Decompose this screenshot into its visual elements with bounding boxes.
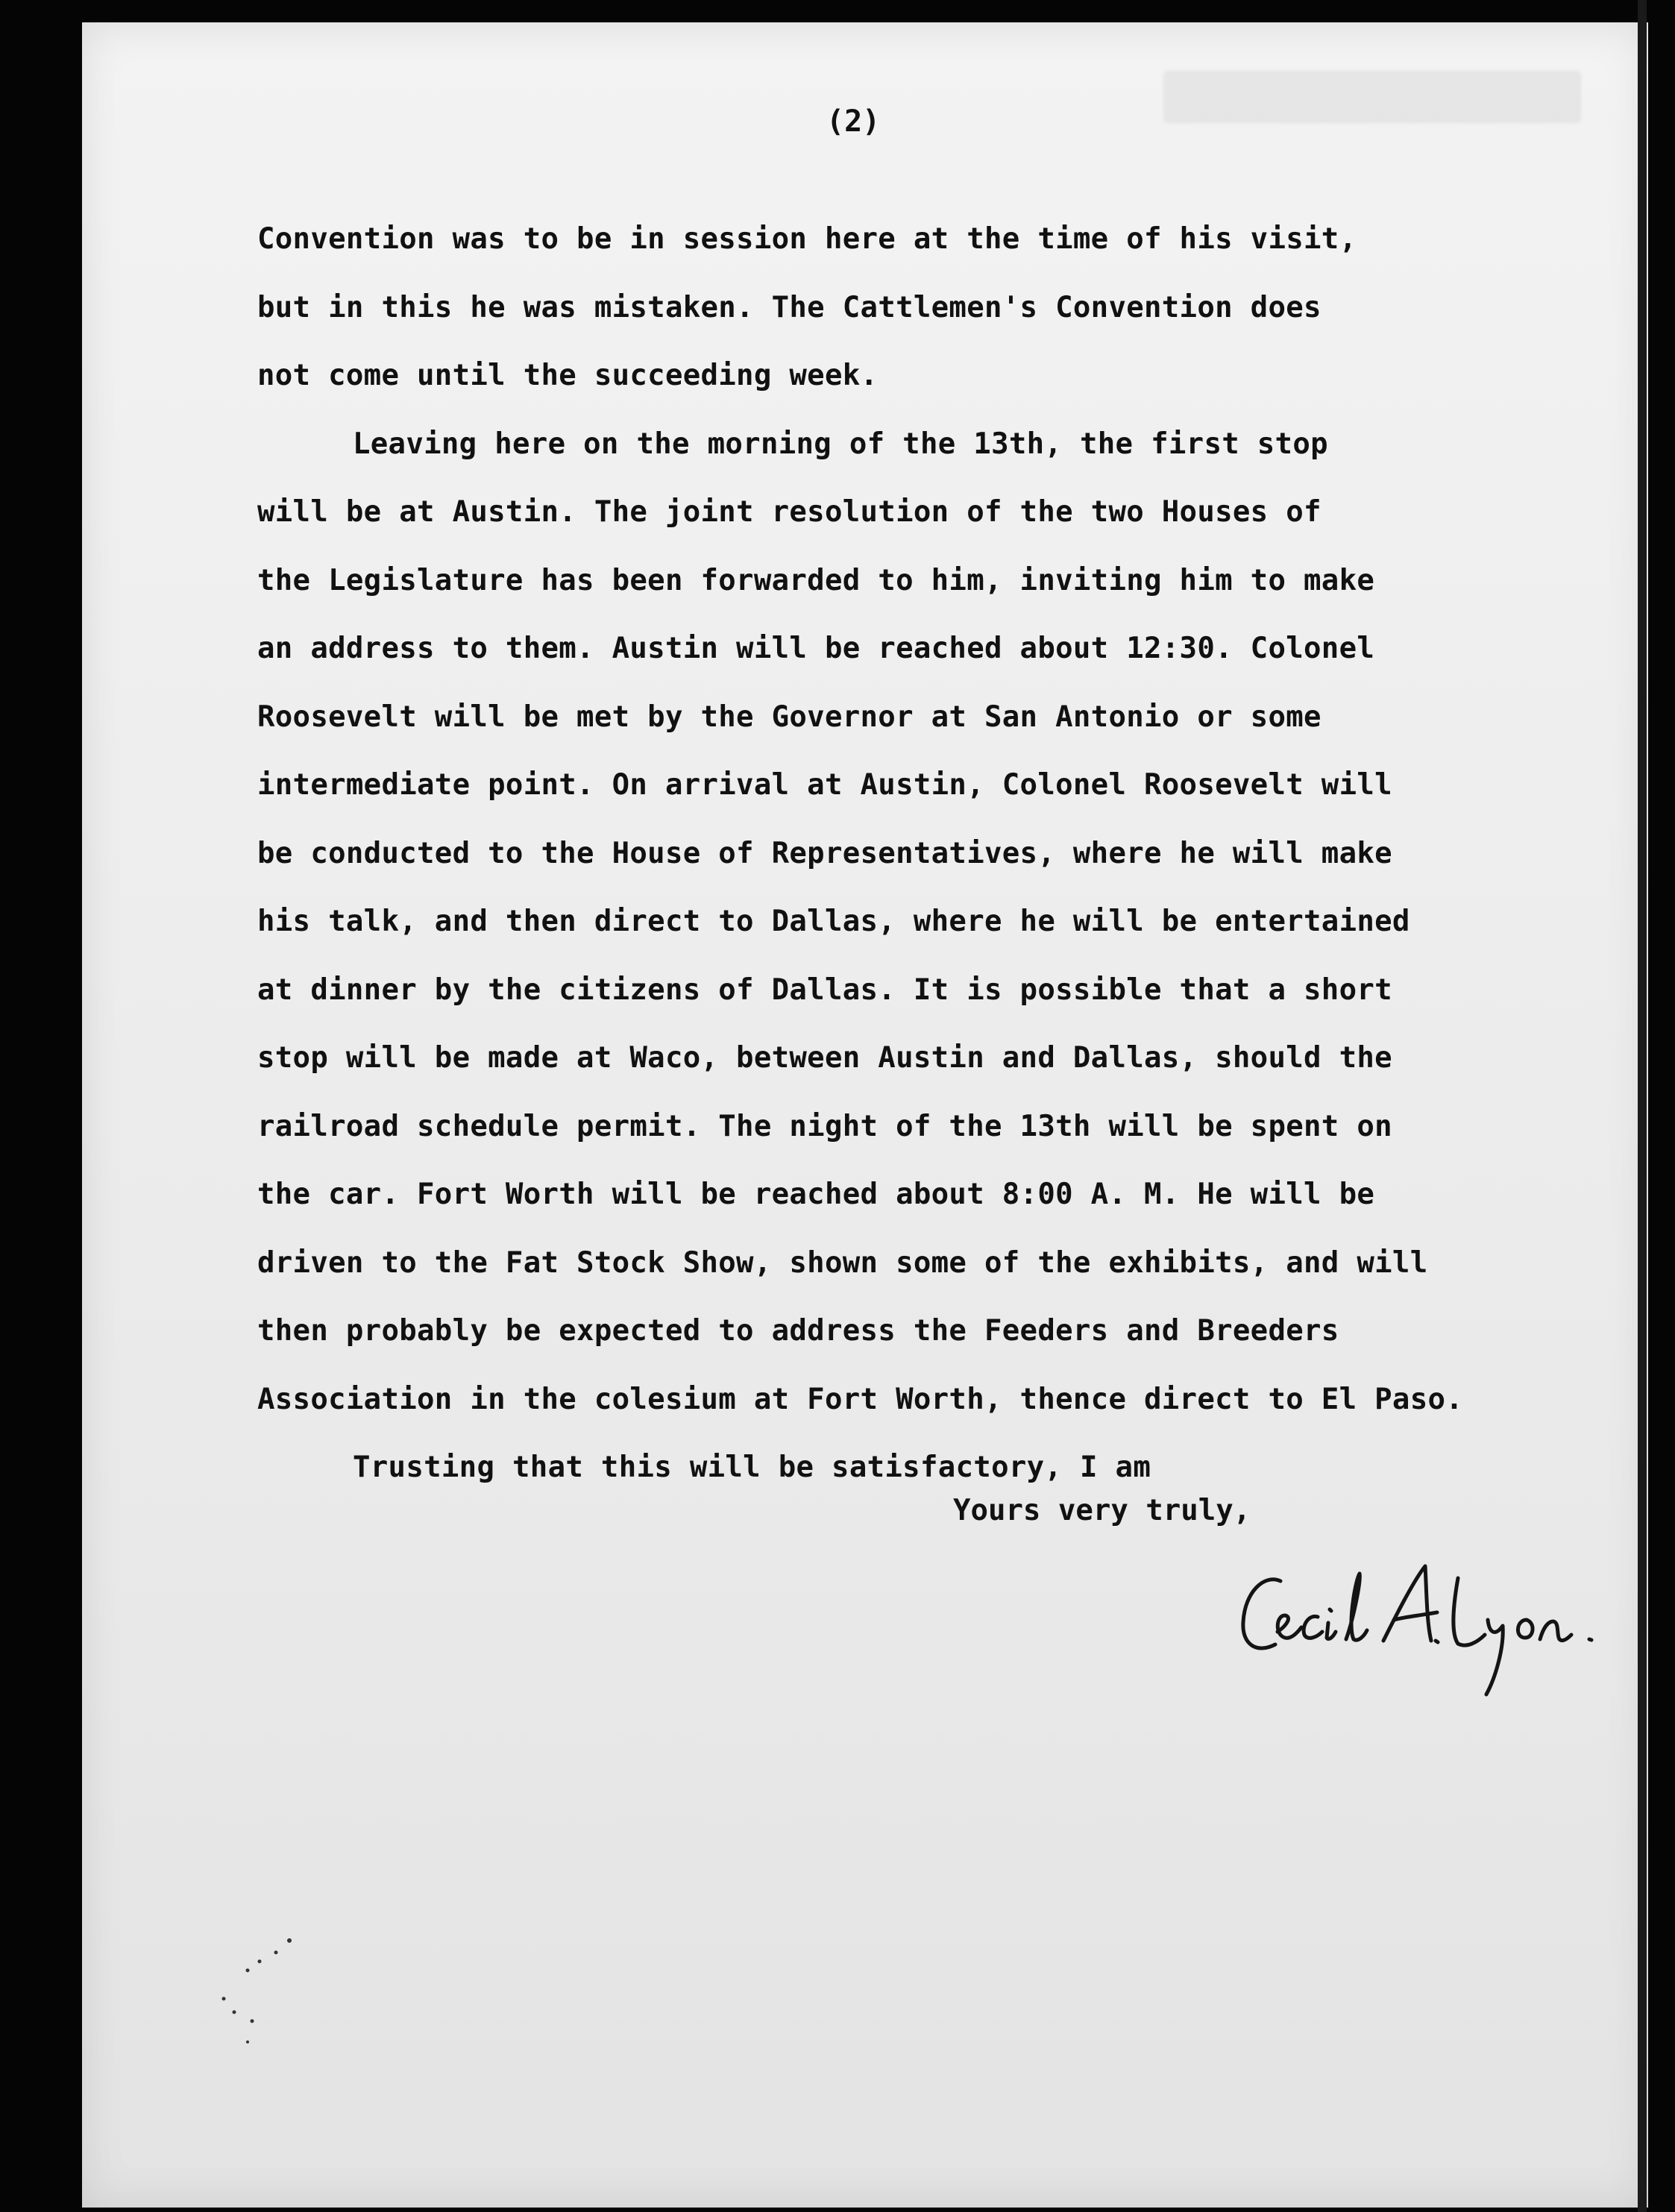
letter-line: his talk, and then direct to Dallas, where he will be entertained (257, 905, 1410, 938)
handwritten-signature (1234, 1551, 1622, 1700)
letter-line: Leaving here on the morning of the 13th, the first stop (353, 427, 1328, 461)
faded-stamp-mark (1163, 71, 1581, 123)
letter-body (257, 205, 1592, 1502)
letter-line: Trusting that this will be satisfactory, I am (353, 1451, 1151, 1484)
letter-line: at dinner by the citizens of Dallas. It is possible that a short (257, 973, 1392, 1007)
letter-line: driven to the Fat Stock Show, shown some of the exhibits, and will (257, 1245, 1428, 1280)
letter-line: intermediate point. On arrival at Austin, Colonel Roosevelt will (257, 768, 1392, 802)
letter-line: Convention was to be in session here at the time of his visit, (257, 222, 1357, 256)
letter-line: Roosevelt will be met by the Governor at San Antonio or some (257, 700, 1322, 734)
film-specks (201, 1932, 321, 2081)
letter-line: not come until the succeeding week. (257, 359, 879, 392)
letter-line: the car. Fort Worth will be reached about 8:00 A. M. He will be (257, 1178, 1375, 1211)
letter-line: will be at Austin. The joint resolution of the two Houses of (257, 495, 1322, 529)
page-edge-shadow (1638, 0, 1647, 2212)
page-number: (2) (826, 104, 881, 139)
letter-line: stop will be made at Waco, between Austin and Dallas, should the (257, 1041, 1392, 1075)
letter-line: then probably be expected to address the Feeders and Breeders (257, 1314, 1339, 1348)
letter-line: but in this he was mistaken. The Cattlemen's Convention does (257, 290, 1322, 324)
letter-line: Association in the colesium at Fort Worth, thence direct to El Paso. (257, 1382, 1464, 1416)
closing-salutation: Yours very truly, (953, 1494, 1251, 1527)
letter-line: the Legislature has been forwarded to him, inviting him to make (257, 563, 1375, 597)
letter-line: be conducted to the House of Representatives, where he will make (257, 836, 1392, 870)
letter-line: an address to them. Austin will be reached about 12:30. Colonel (257, 632, 1375, 665)
letter-line: railroad schedule permit. The night of the 13th will be spent on (257, 1109, 1392, 1143)
